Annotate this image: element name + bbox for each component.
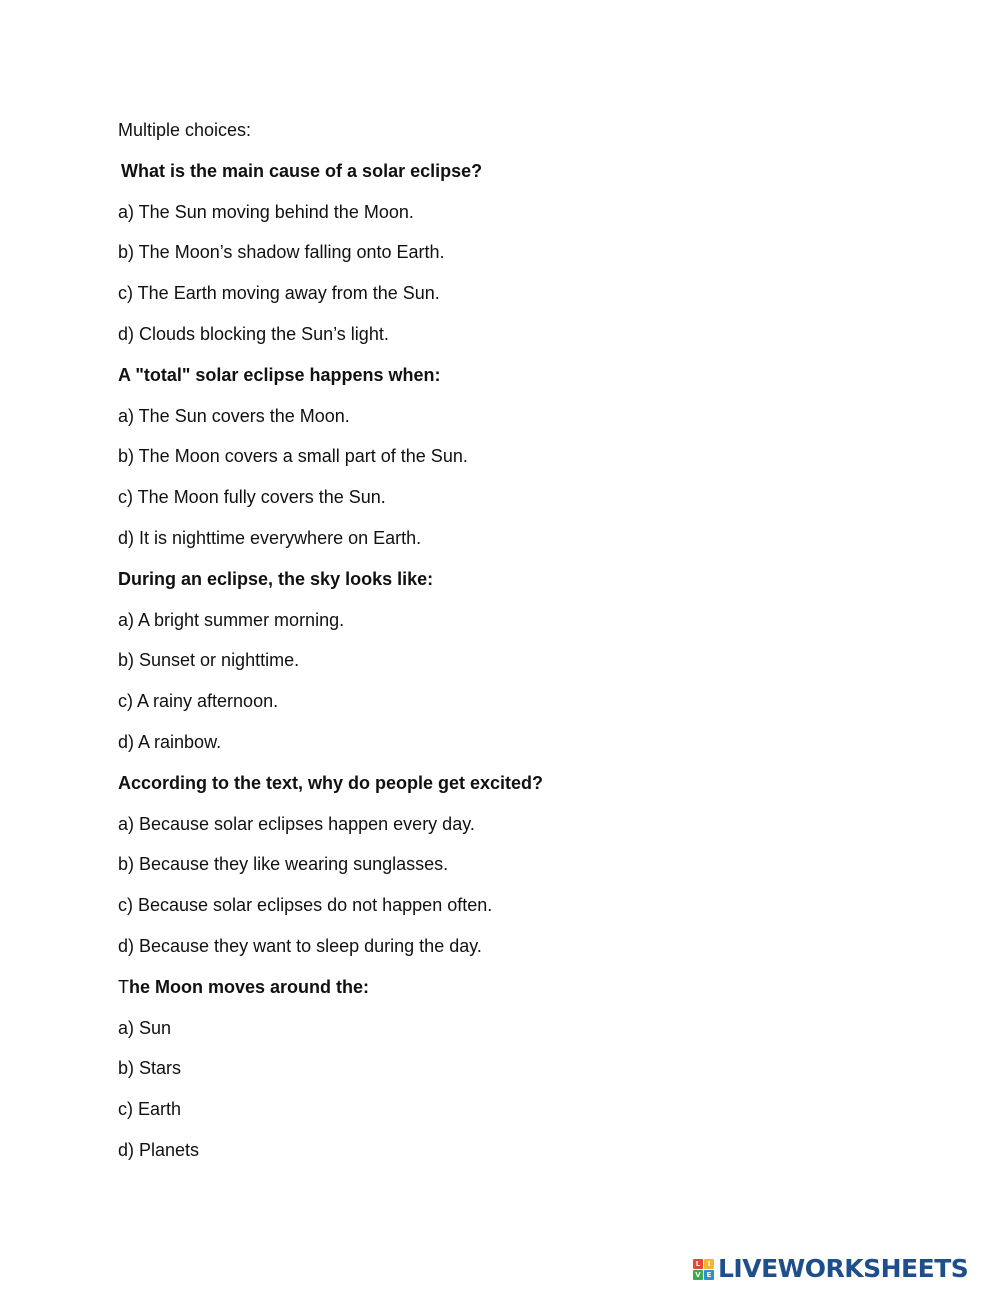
logo-tile-l: L: [693, 1259, 703, 1269]
q5-option-b: b) Stars: [118, 1058, 182, 1079]
q5-option-d: d) Planets: [118, 1139, 200, 1160]
q5-option-a: a) Sun: [118, 1017, 172, 1038]
q4-option-a: a) Because solar eclipses happen every day.: [118, 813, 475, 834]
question-5-first-letter: T: [118, 976, 129, 997]
q5-option-c: c) Earth: [118, 1099, 182, 1120]
q4-option-d: d) Because they want to sleep during the day.: [118, 935, 482, 956]
question-2: A "total" solar eclipse happens when:: [118, 364, 441, 385]
logo-tile-i: I: [704, 1259, 714, 1269]
q2-option-d: d) It is nighttime everywhere on Earth.: [118, 527, 422, 548]
liveworksheets-logo: [693, 1255, 968, 1283]
question-3: During an eclipse, the sky looks like:: [118, 568, 434, 589]
worksheet-heading: Multiple choices:: [118, 120, 252, 140]
liveworksheets-logo-icon: [693, 1259, 714, 1280]
q4-option-b: b) Because they like wearing sunglasses.: [118, 854, 449, 875]
liveworksheets-logo-text: LIVEWORKSHEETS: [718, 1254, 969, 1283]
q3-option-d: d) A rainbow.: [118, 731, 222, 752]
q3-option-c: c) A rainy afternoon.: [118, 691, 279, 712]
q3-option-b: b) Sunset or nighttime.: [118, 650, 300, 671]
question-4: According to the text, why do people get excited?: [118, 772, 544, 793]
q2-option-b: b) The Moon covers a small part of the Sun.: [118, 446, 468, 467]
q2-option-c: c) The Moon fully covers the Sun.: [118, 487, 386, 508]
q3-option-a: a) A bright summer morning.: [118, 609, 345, 630]
q2-option-a: a) The Sun covers the Moon.: [118, 405, 350, 426]
question-5-text: he Moon moves around the:: [129, 976, 370, 997]
question-5: [118, 974, 938, 1015]
logo-tile-v: V: [693, 1270, 703, 1280]
q4-option-c: c) Because solar eclipses do not happen often.: [118, 895, 493, 916]
question-1: What is the main cause of a solar eclipse?: [121, 160, 483, 181]
q1-option-d: d) Clouds blocking the Sun’s light.: [118, 323, 389, 344]
q1-option-b: b) The Moon’s shadow falling onto Earth.: [118, 242, 445, 263]
worksheet-content: [118, 117, 938, 1178]
logo-tile-e: E: [704, 1270, 714, 1280]
q1-option-a: a) The Sun moving behind the Moon.: [118, 201, 414, 222]
q1-option-c: c) The Earth moving away from the Sun.: [118, 283, 440, 304]
